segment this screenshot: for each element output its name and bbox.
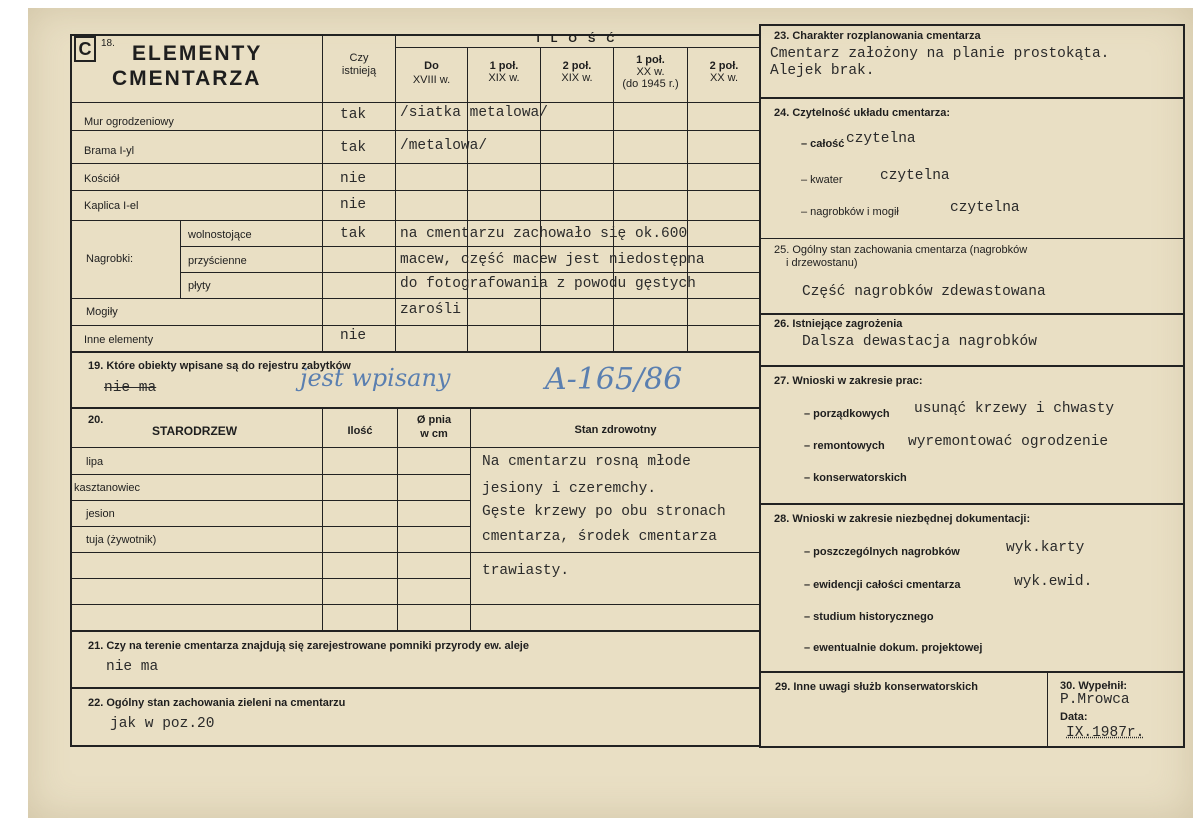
tree-name: jesion xyxy=(86,508,115,520)
nagrobki-sub-label: przyścienne xyxy=(188,255,247,267)
s18-col-line xyxy=(687,47,688,352)
ilosc-underline xyxy=(395,47,760,48)
nagrobki-note-line: zarośli xyxy=(400,302,461,318)
s28-item-label: – poszczególnych nagrobków xyxy=(804,546,960,558)
right-section-line xyxy=(759,365,1185,367)
s27-item-label: – porządkowych xyxy=(804,408,890,420)
s30-date: IX.1987r. xyxy=(1066,725,1145,741)
s20-row-line xyxy=(70,578,470,579)
nagrobki-sub-label: płyty xyxy=(188,280,211,292)
section-title-line1: ELEMENTY xyxy=(132,42,263,65)
s27-item-value: wyremontować ogrodzenie xyxy=(908,434,1109,450)
period-header: (do 1945 r.) xyxy=(622,78,679,90)
row-exists: nie xyxy=(340,171,367,187)
nagrobki-exists: tak xyxy=(340,226,367,242)
row-note: /metalowa/ xyxy=(400,138,488,154)
period-header: XX w. xyxy=(709,72,739,84)
health-line: trawiasty. xyxy=(482,563,570,579)
s20-row-line xyxy=(70,552,760,553)
tree-name: tuja (żywotnik) xyxy=(86,534,157,546)
health-line: jesiony i czeremchy. xyxy=(482,481,657,497)
section-title-line2: CMENTARZA xyxy=(112,67,262,90)
health-line: Na cmentarzu rosną młode xyxy=(482,454,691,470)
s20-col-diam: Ø pnia xyxy=(416,414,452,426)
s23-value-line: Alejek brak. xyxy=(770,63,875,79)
s20-col-line xyxy=(470,408,471,631)
period-header: Do xyxy=(424,60,439,72)
s23-value-line: Cmentarz założony na planie prostokąta. xyxy=(770,46,1110,62)
s20-row-line xyxy=(70,526,470,527)
nagrobki-divider xyxy=(180,220,181,298)
period-header: 1 poł. xyxy=(636,54,665,66)
s18-row-line xyxy=(180,246,760,247)
category-letter-box: C xyxy=(74,36,96,62)
row-label: Brama I-yl xyxy=(84,145,135,157)
right-section-line xyxy=(759,313,1185,315)
s24-item-label: – kwater xyxy=(801,174,843,186)
ilosc-header: I L O Ś Ć xyxy=(536,33,619,45)
s25-value: Część nagrobków zdewastowana xyxy=(802,284,1046,300)
row-exists: nie xyxy=(340,197,367,213)
s18-row-line xyxy=(70,298,760,299)
s18-row-line xyxy=(70,220,760,221)
col-exists-line2: istnieją xyxy=(341,65,377,77)
period-header: XIX w. xyxy=(561,72,593,84)
s27-item-label: – remontowych xyxy=(804,440,885,452)
period-header: XX w. xyxy=(636,66,665,78)
bottom-frame-line xyxy=(70,745,760,747)
s20-row-line xyxy=(70,604,760,605)
mogily-label: Mogiły xyxy=(86,306,118,318)
s20-title: STARODRZEW xyxy=(152,424,238,438)
nagrobki-note-line: do fotografowania z powodu gęstych xyxy=(400,276,696,292)
row-label: Kościół xyxy=(84,173,120,185)
s20-col-health: Stan zdrowotny xyxy=(574,424,657,436)
s18-row-line xyxy=(70,163,760,164)
right-section-line xyxy=(759,671,1185,673)
right-section-line xyxy=(759,238,1185,239)
s18-row-line xyxy=(70,190,760,191)
s20-number: 20. xyxy=(88,414,104,426)
s28-item-label: – studium historycznego xyxy=(804,611,934,623)
s18-col-line xyxy=(613,47,614,352)
s19-handwritten-note: jest wpisany xyxy=(300,364,451,392)
s24-item-value: czytelna xyxy=(950,200,1020,216)
health-line: Gęste krzewy po obu stronach xyxy=(482,504,726,520)
s24-item-value: czytelna xyxy=(880,168,950,184)
s18-bottom-line xyxy=(70,351,760,353)
s29-label: 29. Inne uwagi służb konserwatorskich xyxy=(775,681,978,693)
s19-bottom-line xyxy=(70,407,760,409)
s20-col-diam: w cm xyxy=(420,428,448,440)
section-number: 18. xyxy=(101,38,115,49)
s29-s30-divider xyxy=(1047,672,1048,747)
s30-name: P.Mrowca xyxy=(1060,692,1130,708)
s27-item-value: usunąć krzewy i chwasty xyxy=(914,401,1115,417)
s22-label: 22. Ogólny stan zachowania zieleni na cmentarzu xyxy=(88,697,346,709)
nagrobki-note-line: na cmentarzu zachowało się ok.600 xyxy=(400,226,688,242)
s21-value: nie ma xyxy=(106,659,159,675)
s20-bottom-line xyxy=(70,630,760,632)
s18-row-line xyxy=(70,130,760,131)
s30-date-label: Data: xyxy=(1060,711,1088,723)
s24-item-value: czytelna xyxy=(846,131,916,147)
s19-typed-value: nie ma xyxy=(104,380,157,396)
s27-label: 27. Wnioski w zakresie prac: xyxy=(774,375,923,387)
s30-label: 30. Wypełnił: xyxy=(1060,680,1128,692)
period-header: 1 poł. xyxy=(489,60,519,72)
tree-name: lipa xyxy=(86,456,104,468)
middle-frame-line xyxy=(759,24,761,748)
s18-col-line xyxy=(467,47,468,352)
row-label: Mur ogrodzeniowy xyxy=(84,116,174,128)
s24-item-label: – całość xyxy=(801,138,845,150)
s25-label: 25. Ogólny stan zachowania cmentarza (nagrobków xyxy=(774,244,1028,256)
right-frame-line xyxy=(1183,24,1185,748)
right-section-line xyxy=(759,503,1185,505)
s25-label: i drzewostanu) xyxy=(786,257,858,269)
row-exists: tak xyxy=(340,140,367,156)
row-exists: tak xyxy=(340,107,367,123)
tree-name: kasztanowiec xyxy=(74,482,141,494)
s19-register-number: A-165/86 xyxy=(545,362,683,397)
inne-label: Inne elementy xyxy=(84,334,154,346)
s26-label: 26. Istniejące zagrożenia xyxy=(774,318,903,330)
s28-item-label: – ewentualnie dokum. projektowej xyxy=(804,642,983,654)
s24-item-label: – nagrobków i mogił xyxy=(801,206,899,218)
s28-item-label: – ewidencji całości cmentarza xyxy=(804,579,961,591)
s18-col-line xyxy=(540,47,541,352)
s18-row-line xyxy=(70,325,760,326)
period-header: XVIII w. xyxy=(412,74,451,86)
s20-col-line xyxy=(322,408,323,631)
s19-label: 19. Które obiekty wpisane są do rejestru zabytków xyxy=(88,360,351,372)
s28-label: 28. Wnioski w zakresie niezbędnej dokumentacji: xyxy=(774,513,1031,525)
s18-row-line xyxy=(180,272,760,273)
s21-label: 21. Czy na terenie cmentarza znajdują się zarejestrowane pomniki przyrody ew. aleje xyxy=(88,640,529,652)
s18-header-bottom xyxy=(70,102,760,103)
s21-bottom-line xyxy=(70,687,760,689)
s20-header-line xyxy=(70,447,760,448)
nagrobki-sub-label: wolnostojące xyxy=(188,229,252,241)
right-bottom-frame-line xyxy=(759,746,1185,748)
s20-row-line xyxy=(70,500,470,501)
s20-col-qty: Ilość xyxy=(347,425,373,437)
inne-exists: nie xyxy=(340,328,367,344)
s28-item-value: wyk.karty xyxy=(1006,540,1085,556)
s22-value: jak w poz.20 xyxy=(110,716,215,732)
s18-col-line xyxy=(322,34,323,352)
s27-item-label: – konserwatorskich xyxy=(804,472,907,484)
period-header: 2 poł. xyxy=(709,60,739,72)
s23-label: 23. Charakter rozplanowania cmentarza xyxy=(774,30,981,42)
s20-row-line xyxy=(70,474,470,475)
s26-value: Dalsza dewastacja nagrobków xyxy=(802,334,1037,350)
period-header: 2 poł. xyxy=(562,60,592,72)
nagrobki-note-line: macew, część macew jest niedostępna xyxy=(400,252,705,268)
nagrobki-label: Nagrobki: xyxy=(86,253,134,265)
col-exists-line1: Czy xyxy=(349,52,369,64)
right-top-frame-line xyxy=(759,24,1185,26)
period-header: XIX w. xyxy=(488,72,520,84)
health-line: cmentarza, środek cmentarza xyxy=(482,529,717,545)
row-note: /siatka metalowa/ xyxy=(400,105,548,121)
s20-col-line xyxy=(397,408,398,631)
left-frame-line xyxy=(70,34,72,746)
right-section-line xyxy=(759,97,1185,99)
row-label: Kaplica I-el xyxy=(84,200,139,212)
s28-item-value: wyk.ewid. xyxy=(1014,574,1093,590)
s24-label: 24. Czytelność układu cmentarza: xyxy=(774,107,951,119)
